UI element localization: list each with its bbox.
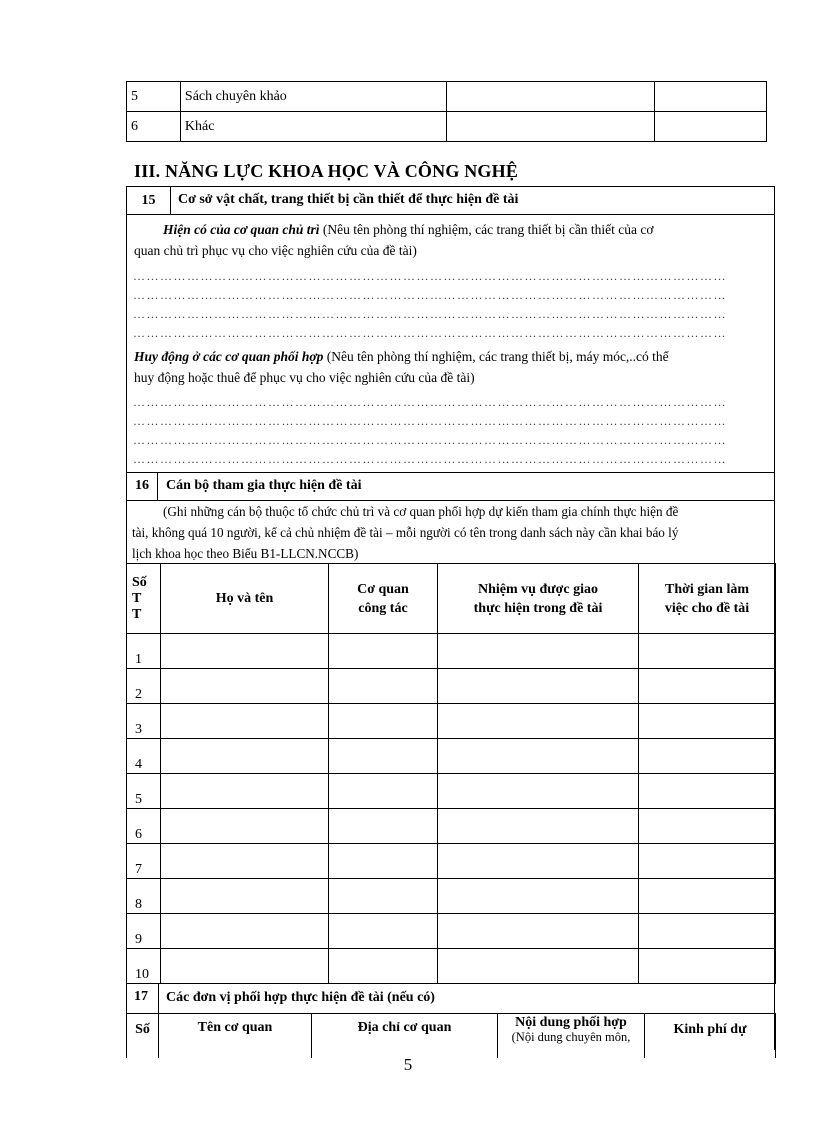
page-number: 5 <box>403 1055 413 1074</box>
empty-cell <box>438 669 639 704</box>
row-number: 2 <box>127 669 161 704</box>
partner-equipment-label: Huy động ở các cơ quan phối hợp <box>134 349 324 364</box>
empty-cell <box>655 112 767 142</box>
table-row <box>127 844 776 879</box>
table-header-row <box>127 1014 776 1059</box>
fill-line: …………………………………………………………………………………………………………………… <box>133 415 727 427</box>
item-17-number: 17 <box>134 989 148 1004</box>
empty-cell <box>161 949 329 984</box>
divider <box>171 214 775 215</box>
empty-cell <box>639 739 776 774</box>
empty-cell <box>438 914 639 949</box>
item-15-number: 15 <box>126 186 171 215</box>
fill-line: …………………………………………………………………………………………………………………… <box>133 453 727 465</box>
divider <box>126 983 775 984</box>
host-equipment-label: Hiện có của cơ quan chủ trì <box>163 222 320 237</box>
org-header: Cơ quan công tác <box>329 564 438 634</box>
row-number: 4 <box>127 739 161 774</box>
empty-cell <box>639 669 776 704</box>
item-17-title: Các đơn vị phối hợp thực hiện đề tài (nếu có) <box>166 990 435 1005</box>
row-label: Khác <box>180 112 446 142</box>
item-16-title: Cán bộ tham gia thực hiện đề tài <box>166 478 362 493</box>
empty-cell <box>161 739 329 774</box>
empty-cell <box>161 844 329 879</box>
item-16-note-line: (Ghi những cán bộ thuộc tổ chức chủ trì và cơ quan phối hợp dự kiến tham gia chính thực hiện đề <box>163 504 679 519</box>
divider <box>158 983 159 1013</box>
table-row <box>127 774 776 809</box>
host-equipment-text: (Nêu tên phòng thí nghiệm, các trang thiết bị cần thiết của cơ <box>319 222 654 237</box>
row-number: 10 <box>127 949 161 984</box>
budget-header: Kinh phí dự <box>645 1014 776 1059</box>
row-number: 3 <box>127 704 161 739</box>
empty-cell <box>329 879 438 914</box>
table-row <box>127 739 776 774</box>
empty-cell <box>639 879 776 914</box>
name-header: Họ và tên <box>161 564 329 634</box>
empty-cell <box>438 634 639 669</box>
empty-cell <box>639 844 776 879</box>
empty-cell <box>438 739 639 774</box>
table-row <box>127 82 767 112</box>
table-row <box>127 949 776 984</box>
empty-cell <box>329 739 438 774</box>
row-number: 7 <box>127 844 161 879</box>
table-row <box>127 634 776 669</box>
empty-cell <box>329 809 438 844</box>
row-number: 6 <box>127 809 161 844</box>
staff-table <box>126 563 776 984</box>
section-title: III. NĂNG LỰC KHOA HỌC VÀ CÔNG NGHỆ <box>134 161 519 181</box>
item-16-note <box>132 501 772 564</box>
table-row <box>127 669 776 704</box>
item-16-note-line: tài, không quá 10 người, kể cả chủ nhiệm đề tài – mỗi người có tên trong danh sách này cần khai báo lý <box>132 525 679 540</box>
empty-cell <box>329 634 438 669</box>
empty-cell <box>438 844 639 879</box>
fill-line: …………………………………………………………………………………………………………………… <box>133 289 727 301</box>
empty-cell <box>639 634 776 669</box>
row-label: Sách chuyên khảo <box>180 82 446 112</box>
empty-cell <box>161 809 329 844</box>
publications-table <box>126 81 767 142</box>
fill-line: …………………………………………………………………………………………………………………… <box>133 434 727 446</box>
empty-cell <box>329 949 438 984</box>
stt-header: Số <box>127 1014 159 1059</box>
empty-cell <box>438 704 639 739</box>
empty-cell <box>329 844 438 879</box>
empty-cell <box>161 634 329 669</box>
empty-cell <box>161 774 329 809</box>
table-row <box>127 914 776 949</box>
item-15-title: Cơ sở vật chất, trang thiết bị cần thiết để thực hiện đề tài <box>178 192 519 207</box>
partner-equipment-text-2: huy động hoặc thuê để phục vụ cho việc nghiên cứu của đề tài) <box>134 370 475 385</box>
org-name-header: Tên cơ quan <box>159 1014 312 1059</box>
empty-cell <box>639 774 776 809</box>
empty-cell <box>438 879 639 914</box>
address-header: Địa chỉ cơ quan <box>312 1014 498 1059</box>
table-row <box>127 704 776 739</box>
empty-cell <box>329 704 438 739</box>
empty-cell <box>438 809 639 844</box>
row-number: 5 <box>127 774 161 809</box>
fill-line: …………………………………………………………………………………………………………………… <box>133 270 727 282</box>
empty-cell <box>161 914 329 949</box>
fill-line: …………………………………………………………………………………………………………………… <box>133 396 727 408</box>
empty-cell <box>329 774 438 809</box>
partner-equipment-text: (Nêu tên phòng thí nghiệm, các trang thiết bị, máy móc,..có thể <box>323 349 669 364</box>
fill-line: …………………………………………………………………………………………………………………… <box>133 327 727 339</box>
empty-cell <box>329 914 438 949</box>
table-row <box>127 112 767 142</box>
empty-cell <box>639 809 776 844</box>
row-number: 8 <box>127 879 161 914</box>
row-number: 6 <box>127 112 181 142</box>
table-header-row <box>127 564 776 634</box>
empty-cell <box>639 914 776 949</box>
item-16-note-line: lịch khoa học theo Biểu B1-LLCN.NCCB) <box>132 546 359 561</box>
empty-cell <box>446 82 655 112</box>
empty-cell <box>438 949 639 984</box>
row-number: 9 <box>127 914 161 949</box>
empty-cell <box>655 82 767 112</box>
table-row <box>127 809 776 844</box>
item-16-number: 16 <box>126 472 158 501</box>
empty-cell <box>438 774 639 809</box>
empty-cell <box>446 112 655 142</box>
partner-equipment-paragraph <box>134 346 766 388</box>
row-number: 1 <box>127 634 161 669</box>
empty-cell <box>639 949 776 984</box>
task-header: Nhiệm vụ được giao thực hiện trong đề tài <box>438 564 639 634</box>
empty-cell <box>161 669 329 704</box>
row-number: 5 <box>127 82 181 112</box>
empty-cell <box>161 879 329 914</box>
table-row <box>127 879 776 914</box>
stt-header: Số T T <box>127 564 161 634</box>
fill-line: …………………………………………………………………………………………………………………… <box>133 308 727 320</box>
host-equipment-text-2: quan chủ trì phục vụ cho việc nghiên cứu của đề tài) <box>134 243 417 258</box>
time-header: Thời gian làm việc cho đề tài <box>639 564 776 634</box>
content-header: Nội dung phối hợp (Nội dung chuyên môn, <box>498 1014 645 1059</box>
partner-units-table <box>126 1013 776 1058</box>
empty-cell <box>161 704 329 739</box>
empty-cell <box>639 704 776 739</box>
empty-cell <box>329 669 438 704</box>
host-equipment-paragraph <box>134 219 764 261</box>
divider <box>126 472 775 473</box>
